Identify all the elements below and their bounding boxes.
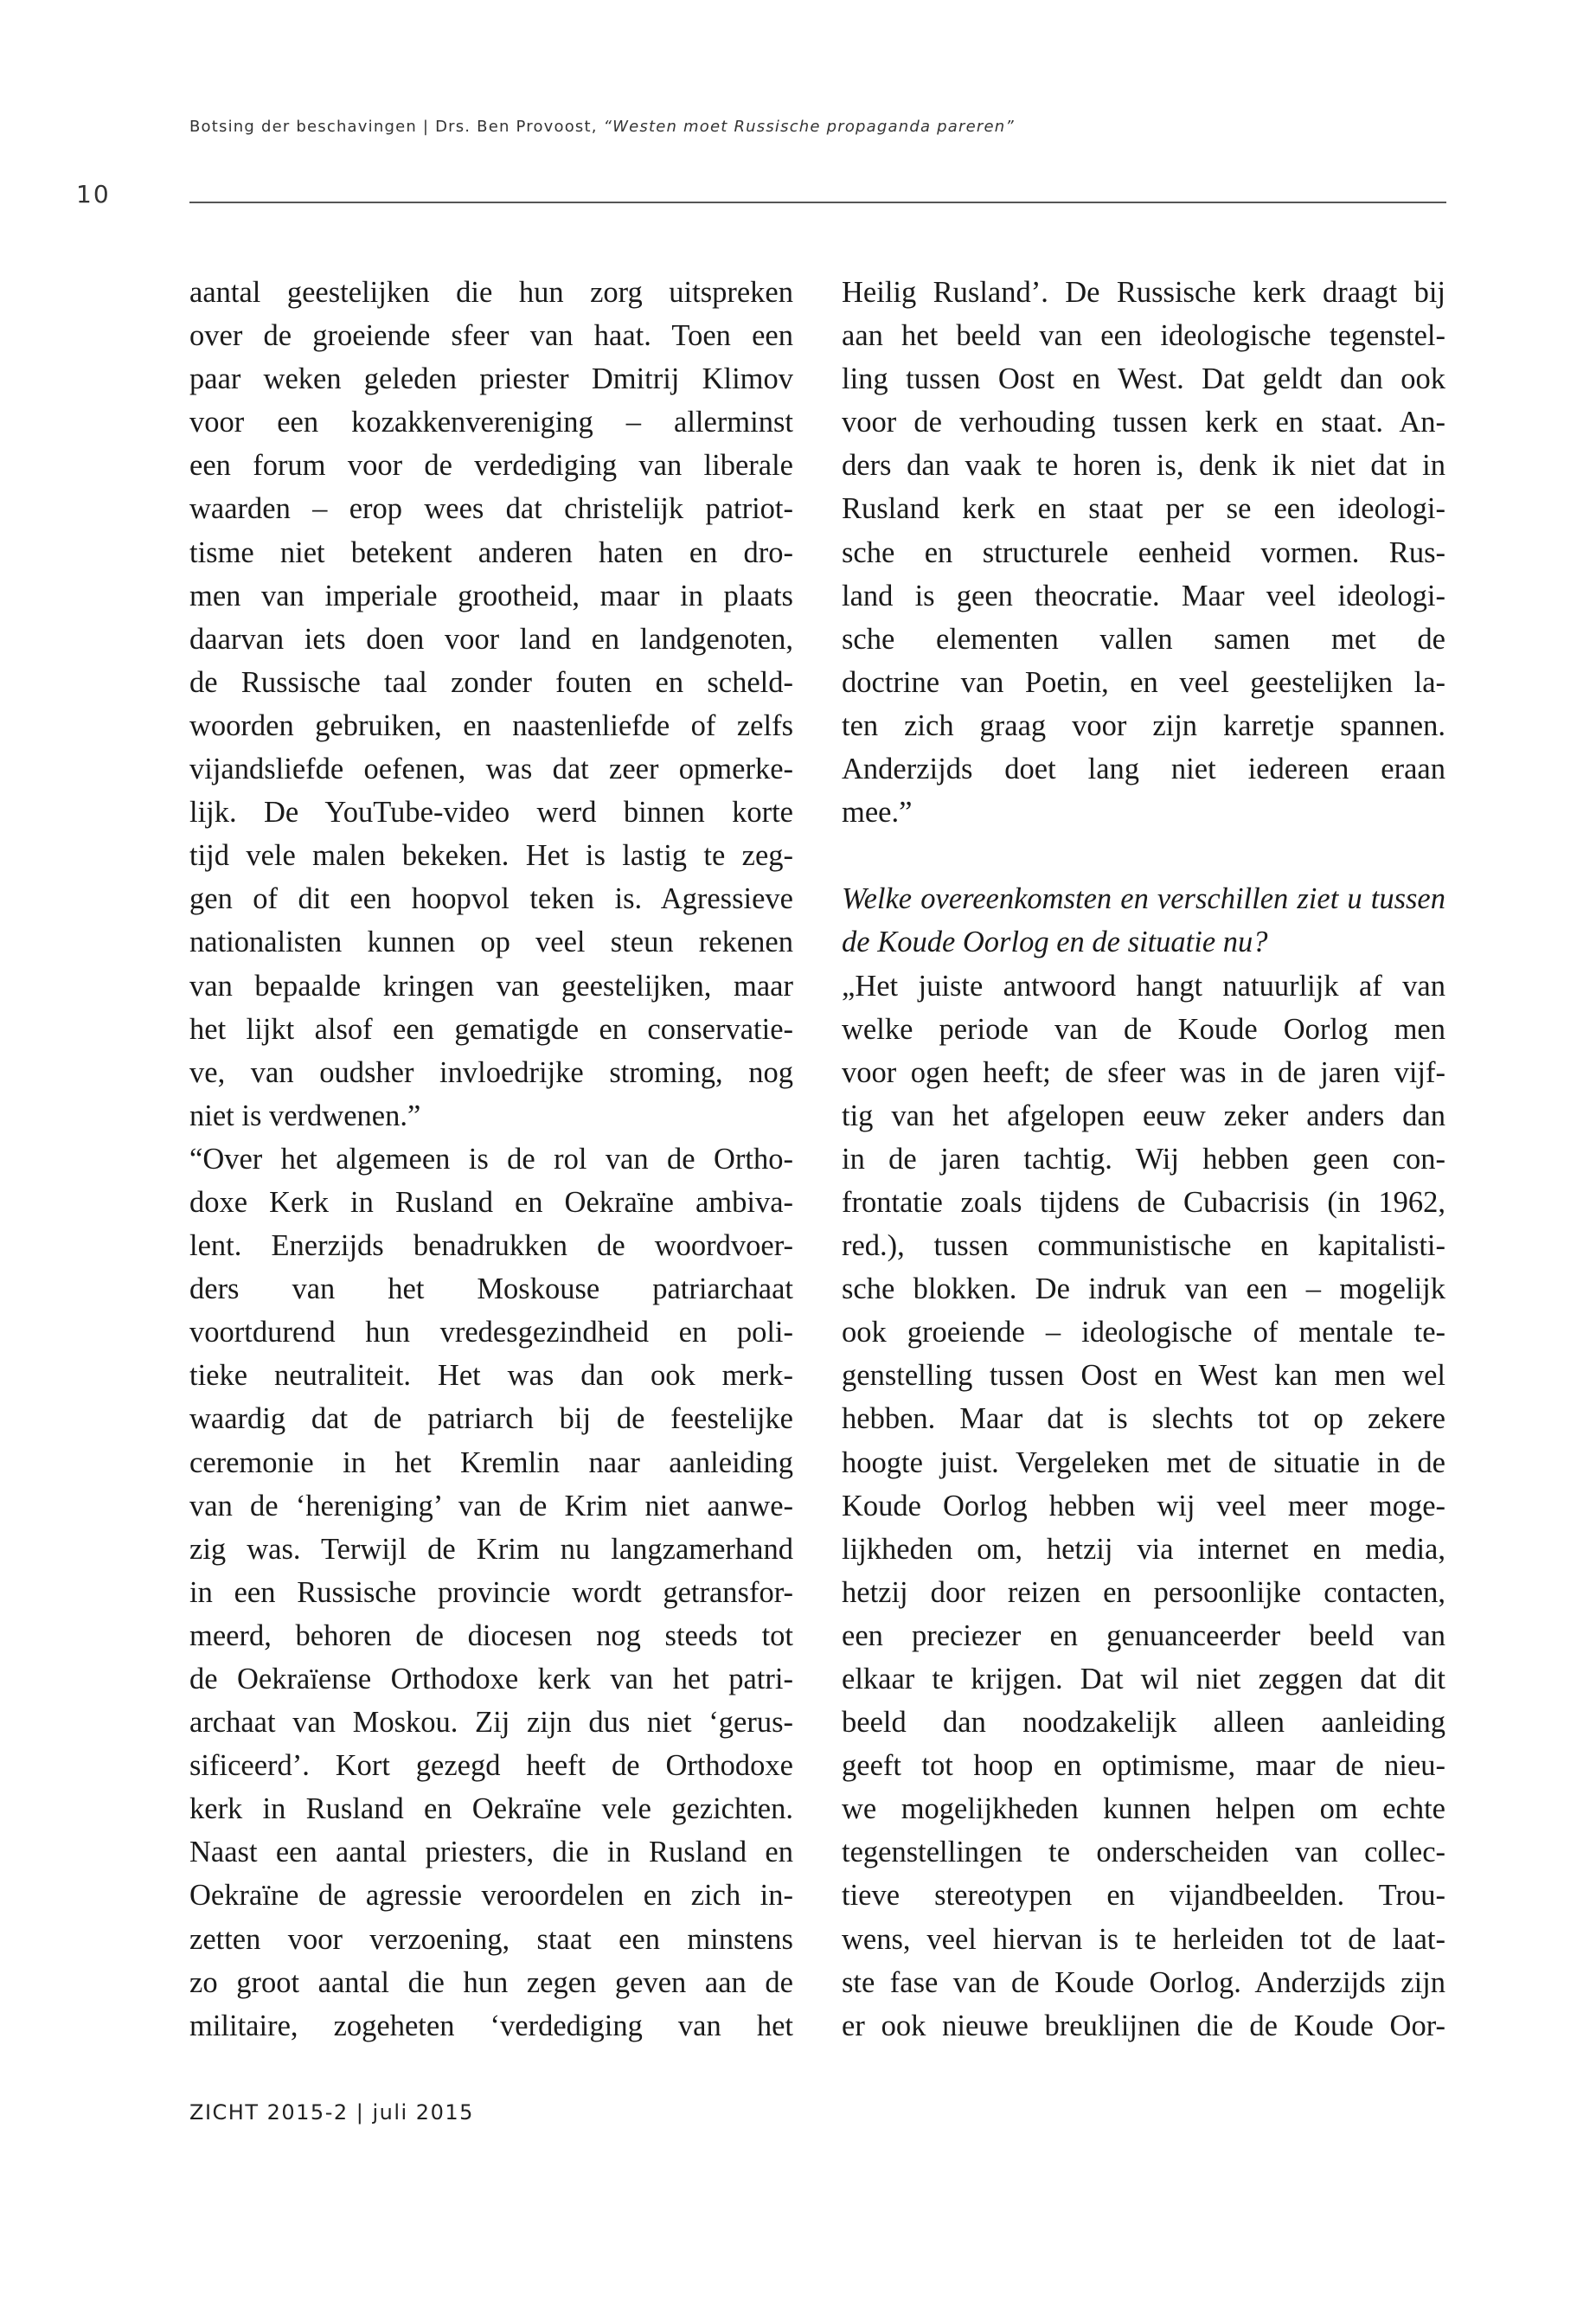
text-line: tieke neutraliteit. Het was dan ook merk- (189, 1359, 793, 1393)
text-line: genstelling tussen Oost en West kan men wel (842, 1359, 1445, 1393)
text-line: sche en structurele eenheid vormen. Rus- (842, 535, 1445, 569)
text-line: ste fase van de Koude Oorlog. Anderzijds zijn (842, 1965, 1445, 1999)
text-line: red.), tussen communistische en kapitalisti- (842, 1229, 1445, 1263)
paragraph (189, 271, 793, 1138)
text-column-left (189, 271, 793, 2048)
text-line: beeld dan noodzakelijk alleen aanleiding (842, 1706, 1445, 1740)
paragraph (842, 271, 1445, 834)
text-line: meerd, behoren de diocesen nog steeds tot (189, 1618, 793, 1652)
text-line: waardig dat de patriarch bij de feestelijke (189, 1402, 793, 1436)
text-line: zo groot aantal die hun zegen geven aan de (189, 1965, 793, 1999)
text-line: niet is verdwenen.” (189, 1099, 421, 1132)
text-line: waarden – erop wees dat christelijk patriot- (189, 492, 793, 526)
text-line: Koude Oorlog hebben wij veel meer moge- (842, 1489, 1445, 1522)
text-line: voor de verhouding tussen kerk en staat. An- (842, 406, 1445, 439)
text-line: in een Russische provincie wordt getransfor- (189, 1575, 793, 1609)
text-line: nationalisten kunnen op veel steun rekenen (189, 926, 793, 959)
text-line: Welke overeenkomsten en verschillen ziet u tussen (842, 882, 1445, 916)
text-line: sificeerd’. Kort gezegd heeft de Orthodoxe (189, 1749, 793, 1783)
text-line: van de ‘hereniging’ van de Krim niet aanwe- (189, 1489, 793, 1522)
text-line: paar weken geleden priester Dmitrij Klimov (189, 362, 793, 396)
text-line: de Oekraïense Orthodoxe kerk van het patri- (189, 1663, 793, 1695)
text-line: tisme niet betekent anderen haten en dro- (189, 535, 793, 569)
text-line: aantal geestelijken die hun zorg uitspreken (189, 276, 793, 309)
text-line: lijkheden om, hetzij via internet en media, (842, 1532, 1445, 1566)
text-line: woorden gebruiken, en naastenliefde of zelfs (189, 708, 793, 742)
text-line: ling tussen Oost en West. Dat geldt dan ook (842, 362, 1445, 396)
text-line: een preciezer en genuanceerder beeld van (842, 1618, 1445, 1652)
text-line: archaat van Moskou. Zij zijn dus niet ‘gerus- (189, 1706, 793, 1740)
text-line: hoogte juist. Vergeleken met de situatie in de (842, 1445, 1445, 1479)
text-line: lijk. De YouTube-video werd binnen korte (189, 796, 793, 830)
text-line: de Koude Oorlog en de situatie nu? (842, 926, 1268, 959)
text-line: sche blokken. De indruk van een – mogelijk (842, 1272, 1445, 1306)
text-line: Anderzijds doet lang niet iedereen eraan (842, 753, 1445, 786)
text-line: lent. Enerzijds benadrukken de woordvoer- (189, 1229, 793, 1263)
text-line: zetten voor verzoening, staat een minstens (189, 1922, 793, 1956)
text-line: tig van het afgelopen eeuw zeker anders dan (842, 1099, 1445, 1132)
text-line: Oekraïne de agressie veroordelen en zich in- (189, 1879, 793, 1913)
text-line: voor een kozakkenvereniging – allerminst (189, 406, 793, 439)
text-line: Rusland kerk en staat per se een ideologi- (842, 492, 1445, 526)
text-line: het lijkt alsof een gematigde en conservatie- (189, 1012, 793, 1046)
text-line: doxe Kerk in Rusland en Oekraïne ambiva- (189, 1185, 793, 1219)
header-rule (189, 202, 1446, 203)
text-line: voor ogen heeft; de sfeer was in de jaren vijf- (842, 1055, 1445, 1089)
text-line: een forum voor de verdediging van liberale (189, 449, 793, 483)
text-line: er ook nieuwe breuklijnen die de Koude Oor- (842, 2009, 1445, 2042)
text-line: ook groeiende – ideologische of mentale te- (842, 1316, 1445, 1349)
text-line: frontatie zoals tijdens de Cubacrisis (in 1962, (842, 1185, 1445, 1219)
text-line: geeft tot hoop en optimisme, maar de nieu- (842, 1749, 1445, 1783)
text-line: men van imperiale grootheid, maar in plaats (189, 579, 793, 612)
text-line: gen of dit een hoopvol teken is. Agressieve (189, 882, 793, 916)
text-line: ten zich graag voor zijn karretje spannen. (842, 708, 1445, 742)
text-line: militaire, zogeheten ‘verdediging van het (189, 2009, 793, 2042)
text-line: hetzij door reizen en persoonlijke contacten, (842, 1575, 1445, 1609)
text-line: hebben. Maar dat is slechts tot op zekere (842, 1402, 1445, 1436)
text-line: we mogelijkheden kunnen helpen om echte (842, 1792, 1445, 1826)
footer-issue-info: ZICHT 2015-2 | juli 2015 (189, 2100, 474, 2125)
text-line: elkaar te krijgen. Dat wil niet zeggen dat dit (842, 1663, 1445, 1695)
text-line: ders van het Moskouse patriarchaat (189, 1272, 793, 1306)
text-line: welke periode van de Koude Oorlog men (842, 1012, 1445, 1046)
running-head-article-title: “Westen moet Russische propaganda pareren” (603, 118, 1015, 136)
running-head (189, 118, 1015, 136)
text-line: wens, veel hiervan is te herleiden tot de laat- (842, 1922, 1445, 1956)
text-line: ders dan vaak te horen is, denk ik niet dat in (842, 449, 1445, 483)
text-line: “Over het algemeen is de rol van de Ortho- (189, 1142, 793, 1176)
text-line: sche elementen vallen samen met de (842, 622, 1445, 656)
paragraph (842, 965, 1445, 2048)
text-line: kerk in Rusland en Oekraïne vele gezichten. (189, 1792, 793, 1826)
paragraph (189, 1138, 793, 2048)
running-head-section: Botsing der beschavingen | Drs. Ben Provoost, (189, 118, 604, 136)
text-line: zig was. Terwijl de Krim nu langzamerhand (189, 1532, 793, 1566)
page-number: 10 (76, 180, 111, 208)
text-column-right (842, 271, 1445, 2048)
text-line: Naast een aantal priesters, die in Rusland en (189, 1836, 793, 1869)
text-line: daarvan iets doen voor land en landgenoten, (189, 622, 793, 656)
text-line: in de jaren tachtig. Wij hebben geen con- (842, 1142, 1445, 1176)
text-line: land is geen theocratie. Maar veel ideologi- (842, 579, 1445, 612)
text-line: ceremonie in het Kremlin naar aanleiding (189, 1445, 793, 1479)
text-line: voortdurend hun vredesgezindheid en poli- (189, 1316, 793, 1349)
text-line: van bepaalde kringen van geestelijken, maar (189, 969, 793, 1003)
text-line: doctrine van Poetin, en veel geestelijken la- (842, 665, 1445, 699)
text-line: de Russische taal zonder fouten en scheld- (189, 665, 793, 699)
text-line: ve, van oudsher invloedrijke stroming, nog (189, 1055, 793, 1089)
text-line: mee.” (842, 796, 913, 830)
text-line: tijd vele malen bekeken. Het is lastig te zeg- (189, 839, 793, 873)
interview-question (842, 877, 1445, 964)
text-line: Heilig Rusland’. De Russische kerk draagt bij (842, 276, 1445, 309)
text-line: vijandsliefde oefenen, was dat zeer opmerke- (189, 753, 793, 786)
text-line: tieve stereotypen en vijandbeelden. Trou- (842, 1879, 1445, 1913)
text-line: over de groeiende sfeer van haat. Toen een (189, 319, 793, 353)
text-line: aan het beeld van een ideologische tegenstel- (842, 319, 1445, 353)
text-line: tegenstellingen te onderscheiden van collec- (842, 1836, 1445, 1869)
text-line: „Het juiste antwoord hangt natuurlijk af van (842, 969, 1445, 1003)
